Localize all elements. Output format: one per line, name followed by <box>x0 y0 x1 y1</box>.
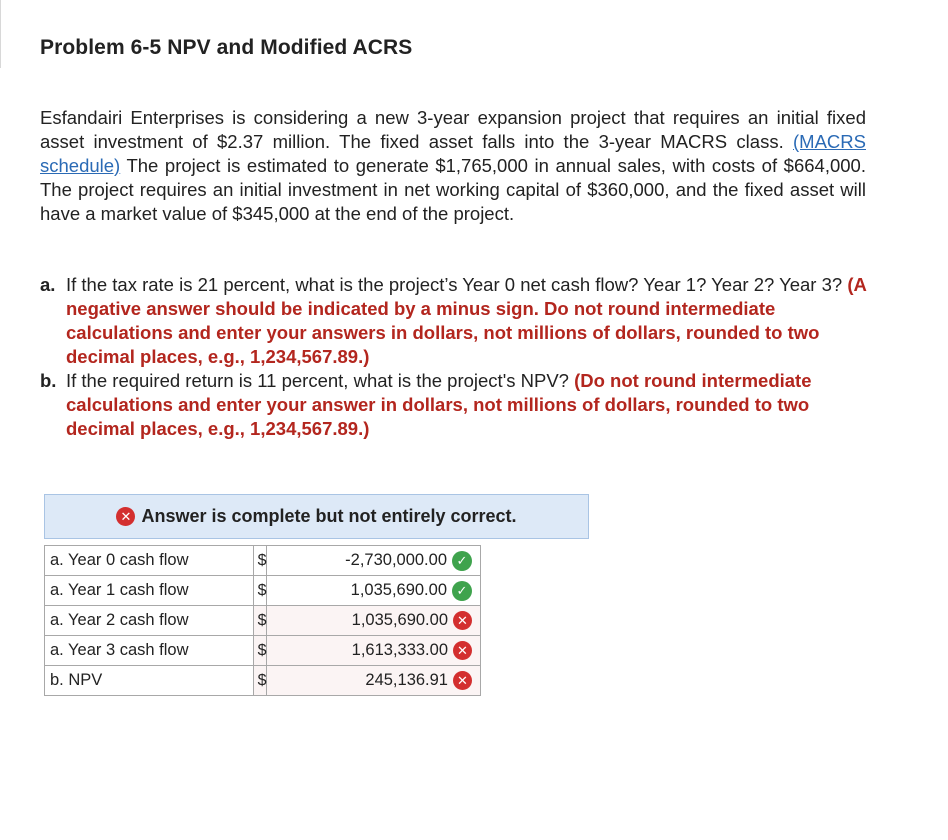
currency-symbol: $ <box>253 606 267 636</box>
answer-value-cell[interactable] <box>267 666 481 696</box>
intro-text-before: Esfandairi Enterprises is considering a new 3-year expansion project that requires an initial fixed asset investment of $2.37 million. The fixed asset falls into the 3-year MACRS class. <box>40 107 866 152</box>
answer-row <box>45 666 481 696</box>
answer-row <box>45 546 481 576</box>
answer-value[interactable]: 245,136.91 <box>365 670 448 689</box>
answer-label: a. Year 1 cash flow <box>45 576 254 606</box>
answer-label: a. Year 0 cash flow <box>45 546 254 576</box>
answer-value[interactable]: -2,730,000.00 <box>345 550 447 569</box>
problem-intro <box>40 106 866 226</box>
check-icon: ✓ <box>452 551 472 571</box>
left-edge-divider <box>0 0 1 68</box>
answer-value-cell[interactable] <box>267 606 481 636</box>
x-icon: ✕ <box>453 671 472 690</box>
answer-value[interactable]: 1,613,333.00 <box>351 640 448 659</box>
answer-label: b. NPV <box>45 666 254 696</box>
question-instruction: (Do not round intermediate calculations and enter your answer in dollars, not millions of dollars, rounded to two decimal places, e.g., 1,234,567.89.) <box>66 370 812 439</box>
answer-label: a. Year 2 cash flow <box>45 606 254 636</box>
question-a <box>40 273 870 369</box>
question-label: a. <box>40 274 56 295</box>
currency-symbol: $ <box>253 636 267 666</box>
x-icon: ✕ <box>453 611 472 630</box>
answer-value[interactable]: 1,035,690.00 <box>350 580 447 599</box>
answer-value-cell[interactable] <box>267 636 481 666</box>
answer-row <box>45 576 481 606</box>
question-text: If the required return is 11 percent, what is the project's NPV? <box>66 370 575 391</box>
macrs-schedule-link[interactable]: (MACRS schedule) <box>40 131 866 176</box>
answer-value[interactable]: 1,035,690.00 <box>351 610 448 629</box>
answer-value-cell[interactable] <box>267 546 481 576</box>
answer-status-text: Answer is complete but not entirely correct. <box>141 506 517 526</box>
answer-label: a. Year 3 cash flow <box>45 636 254 666</box>
currency-symbol: $ <box>253 666 267 696</box>
answer-value-cell[interactable] <box>267 576 481 606</box>
answer-table <box>44 545 481 696</box>
answer-row <box>45 606 481 636</box>
intro-text-after: The project is estimated to generate $1,765,000 in annual sales, with costs of $664,000. The project requires an initial investment in net working capital of $360,000, and the fixed asset will have a market value of $345,000 at the end of the project. <box>40 155 866 224</box>
x-icon: ✕ <box>453 641 472 660</box>
question-label: b. <box>40 370 57 391</box>
x-icon: ✕ <box>116 507 135 526</box>
answer-row <box>45 636 481 666</box>
question-b <box>40 369 870 441</box>
question-text: If the tax rate is 21 percent, what is the project’s Year 0 net cash flow? Year 1? Year 2? Year 3? <box>66 274 848 295</box>
question-instruction: (A negative answer should be indicated by a minus sign. Do not round intermediate calculations and enter your answers in dollars, not millions of dollars, rounded to two decimal places, e.g., 1,234,567.89.) <box>66 274 867 367</box>
check-icon: ✓ <box>452 581 472 601</box>
currency-symbol: $ <box>253 576 267 606</box>
question-list <box>40 273 870 441</box>
answer-status-bar <box>44 494 589 539</box>
currency-symbol: $ <box>253 546 267 576</box>
page-title: Problem 6-5 NPV and Modified ACRS <box>40 36 413 59</box>
